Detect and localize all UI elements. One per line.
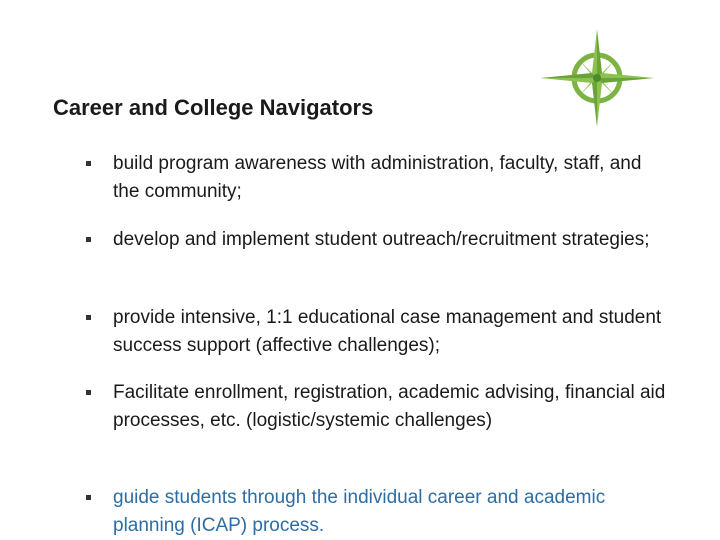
slide-title: Career and College Navigators bbox=[53, 95, 374, 120]
bullet-square-icon bbox=[86, 161, 91, 166]
compass-rose-icon bbox=[538, 27, 656, 129]
bullet-square-icon bbox=[86, 237, 91, 242]
bullet-square-icon bbox=[86, 390, 91, 395]
bullet-text: provide intensive, 1:1 educational case management and student success support (affective challenges); bbox=[113, 307, 662, 356]
bullet-square-icon bbox=[86, 315, 91, 320]
bullet-text: build program awareness with administration, faculty, staff, and the community; bbox=[113, 153, 642, 202]
bullet-square-icon bbox=[86, 495, 91, 500]
bullet-text: develop and implement student outreach/recruitment strategies; bbox=[113, 229, 650, 250]
bullet-text: guide students through the individual career and academic planning (ICAP) process. bbox=[113, 487, 606, 536]
bullet-text: Facilitate enrollment, registration, academic advising, financial aid processes, etc. (logistic/systemic challenges) bbox=[113, 382, 666, 431]
